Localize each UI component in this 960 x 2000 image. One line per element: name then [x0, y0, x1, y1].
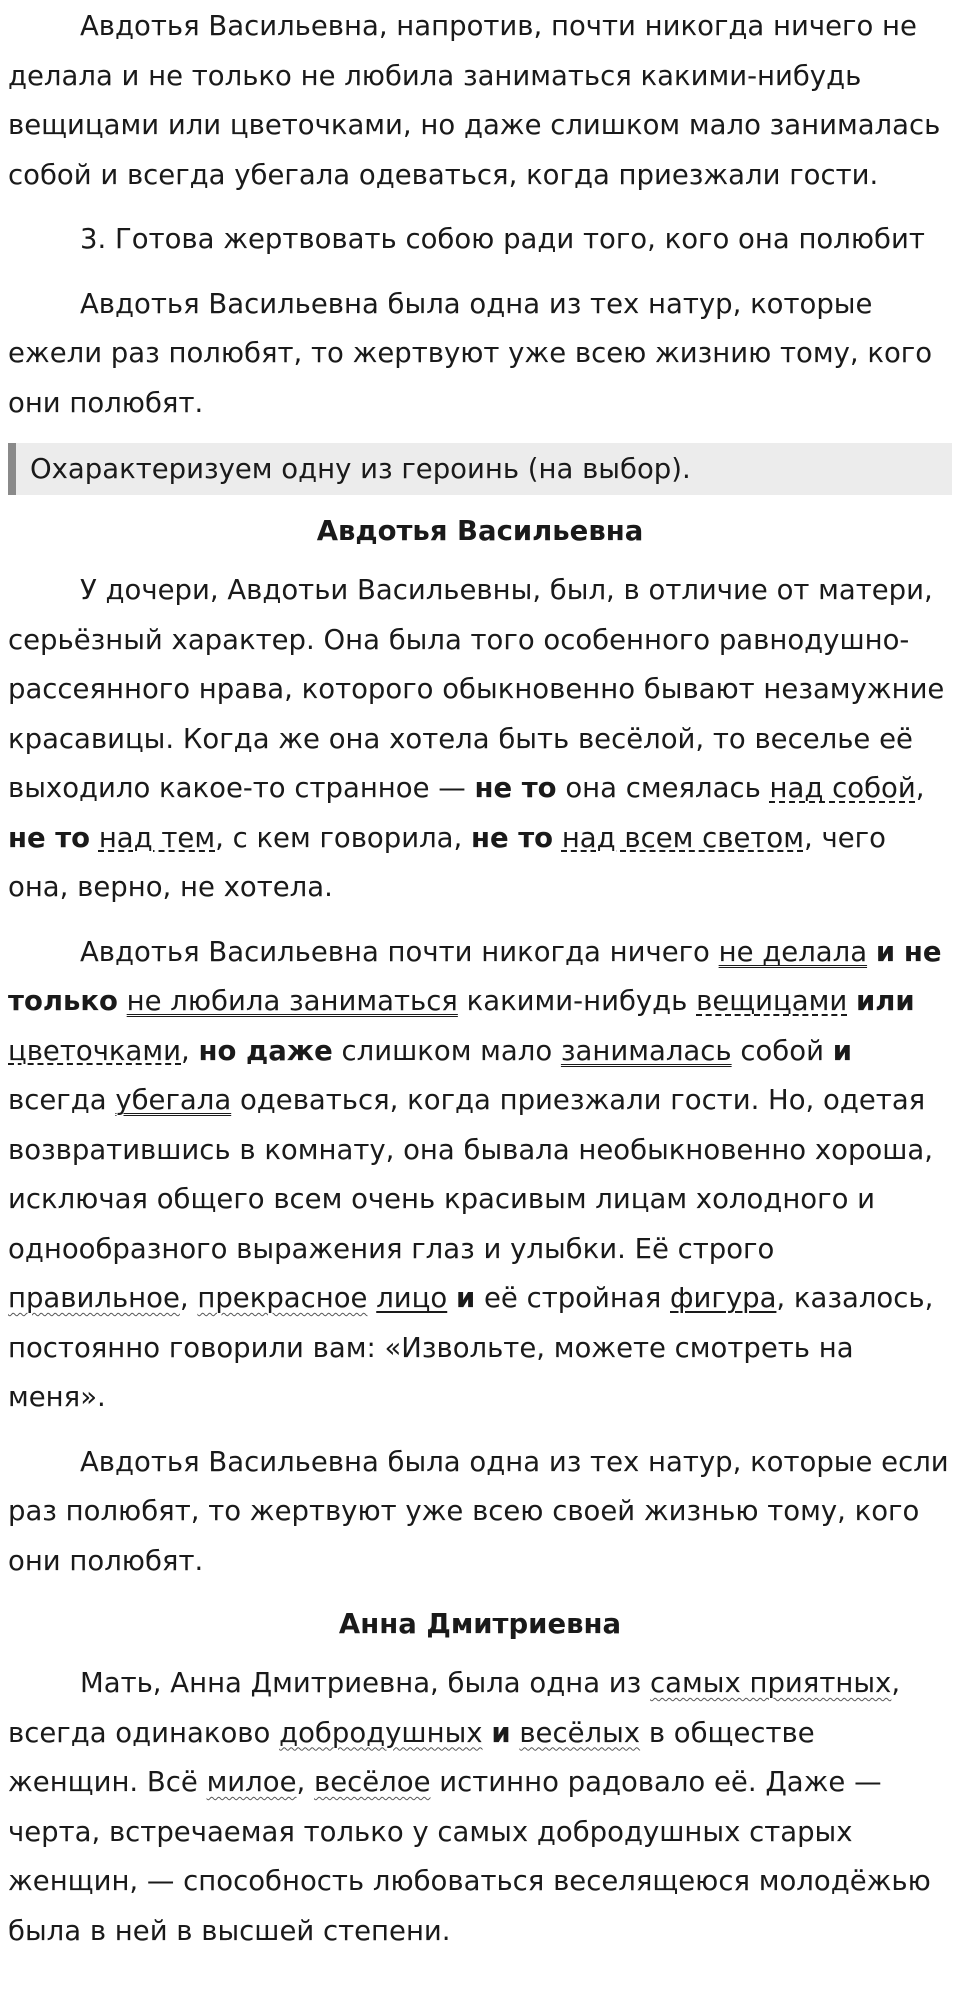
- wavy-underlined-word: добродушных: [279, 1716, 483, 1749]
- wavy-underlined-word: милое: [206, 1766, 297, 1798]
- dashed-underlined-word: вещицами: [696, 985, 848, 1017]
- bold-phrase: не то: [8, 821, 91, 854]
- avdotya-paragraph-2: Авдотья Васильевна почти никогда ничего не делала и не только не любила заниматься какими-нибудь вещицами или цветочками, но даже слишком мало занималась собой и всегда убегала одеваться, когда приезжали гости. Но, одетая возвратившись в комнату, она бывала необыкновенно хороша, исключая общего всем очень красивым лицам холодного и однообразного выражения глаз и улыбки. Её строго правильное, прекрасное лицо и её стройная фигура, казалось, постоянно говорили вам: «Извольте, можете смотреть на меня».: [8, 935, 942, 1413]
- intro-paragraph: Авдотья Васильевна, напротив, почти никогда ничего не делала и не только не любила заниматься какими-нибудь вещицами или цветочками, но даже слишком мало занималась собой и всегда убегала одеваться, когда приезжали гости.: [8, 10, 941, 191]
- avdotya-paragraph-3: Авдотья Васильевна была одна из тех натур, которые если раз полюбят, то жертвуют уже всею своей жизнью тому, кого они полюбят.: [8, 1445, 949, 1577]
- bold-phrase: и: [491, 1716, 511, 1749]
- section-title-anna: Анна Дмитриевна: [338, 1608, 622, 1640]
- anna-paragraph-1: Мать, Анна Дмитриевна, была одна из самых приятных, всегда одинаково добродушных и весёлых в обществе женщин. Всё милое, весёлое истинно радовало её. Даже — черта, встречаемая только у самых добродушных старых женщин, — способность любоваться веселящеюся молодёжью была в ней в высшей степени.: [8, 1667, 931, 1947]
- dashed-underlined-word: над всем светом: [561, 821, 804, 854]
- task-callout-text: Охарактеризуем одну из героинь (на выбор).: [30, 453, 691, 485]
- wavy-underlined-word: самых приятных: [650, 1667, 892, 1699]
- point3-quote: Авдотья Васильевна была одна из тех натур, которые ежели раз полюбят, то жертвуют уже всею жизнию тому, кого они полюбят.: [8, 287, 933, 419]
- avdotya-paragraph-1: У дочери, Авдотьи Васильевны, был, в отличие от матери, серьёзный характер. Она была того особенного равнодушно-рассеянного нрава, которого обыкновенно бывают незамужние красавицы. Когда же она хотела быть весёлой, то веселье её выходило какое-то странное — не то она смеялась над собой, не то над тем, с кем говорила, не то над всем светом, чего она, верно, не хотела.: [8, 574, 945, 903]
- double-underlined-word: занималась: [560, 1034, 732, 1067]
- underlined-word: лицо: [376, 1282, 448, 1314]
- dashed-underlined-word: цветочками: [8, 1034, 182, 1067]
- dashed-underlined-word: над собой: [769, 772, 916, 804]
- wavy-underlined-word: весёлых: [519, 1716, 641, 1749]
- section-title-avdotya: Авдотья Васильевна: [316, 515, 644, 547]
- wavy-underlined-word: прекрасное: [197, 1282, 368, 1314]
- bold-phrase: не только: [8, 935, 942, 1017]
- bold-phrase: и: [832, 1034, 852, 1067]
- point3-heading: 3. Готова жертвовать собою ради того, кого она полюбит: [80, 223, 925, 255]
- bold-phrase: или: [855, 985, 915, 1017]
- double-underlined-word: не любила заниматься: [126, 985, 458, 1017]
- bold-phrase: и: [455, 1282, 476, 1314]
- double-underlined-word: убегала: [115, 1084, 232, 1116]
- wavy-underlined-word: правильное: [8, 1282, 180, 1314]
- underlined-word: фигура: [670, 1282, 777, 1314]
- bold-phrase: но даже: [198, 1034, 333, 1067]
- bold-phrase: и: [875, 935, 896, 968]
- dashed-underlined-word: над тем: [98, 821, 216, 854]
- double-underlined-word: не делала: [718, 935, 868, 968]
- task-callout: [8, 443, 952, 495]
- bold-phrase: не то: [474, 772, 557, 804]
- wavy-underlined-word: весёлое: [314, 1766, 431, 1798]
- bold-phrase: не то: [471, 821, 554, 854]
